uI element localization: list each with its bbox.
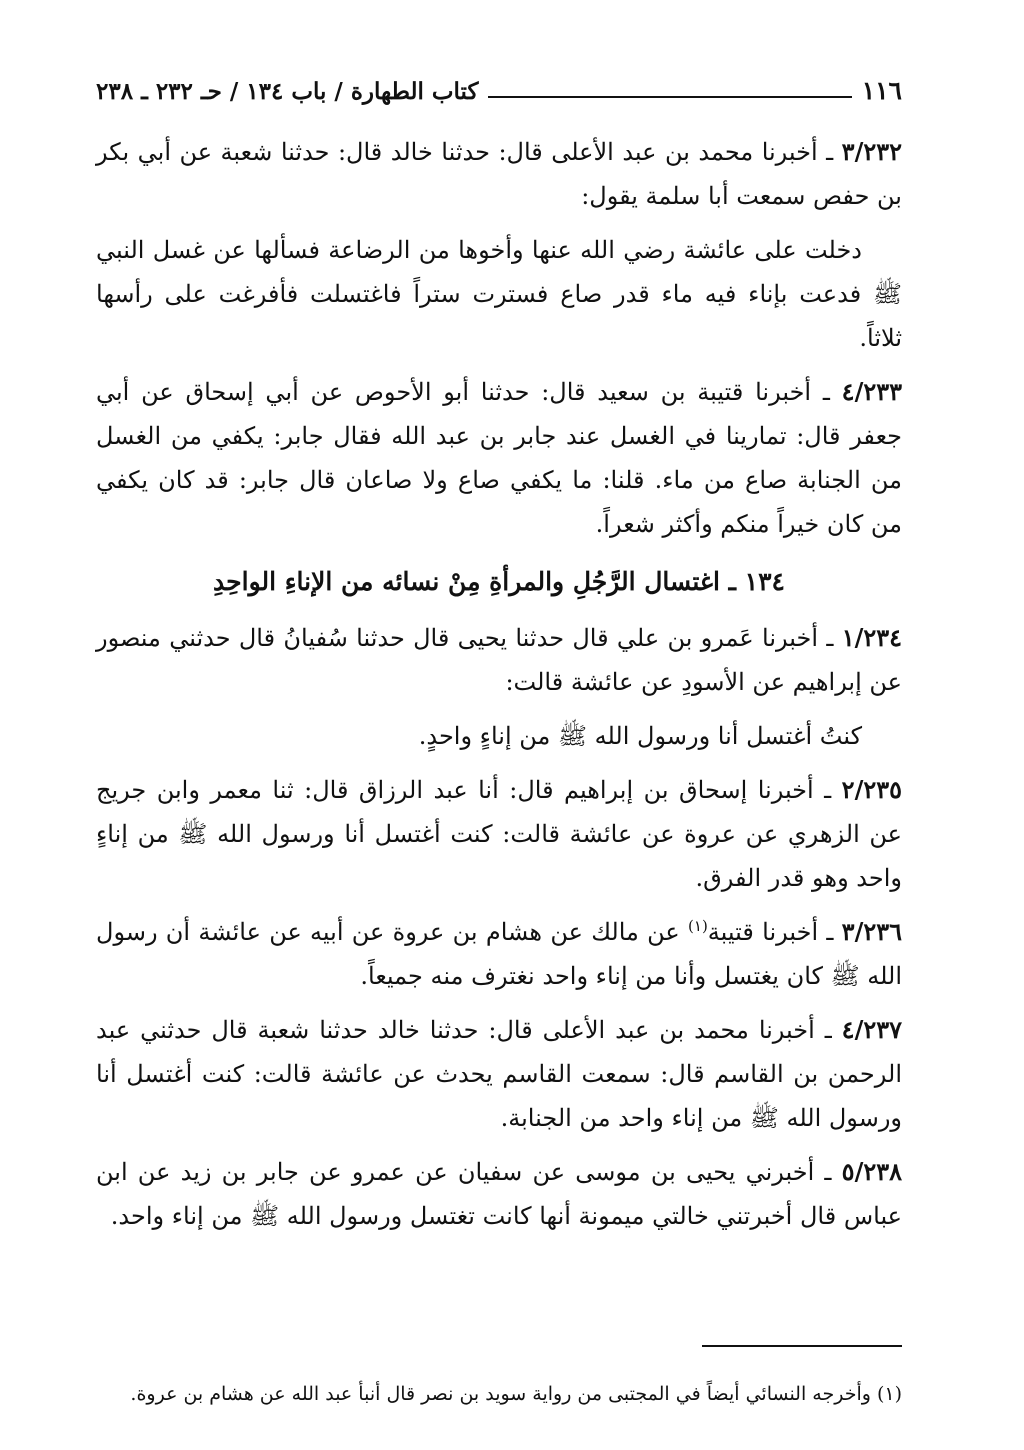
hadith-entry-236 xyxy=(96,910,902,998)
page-number: ١١٦ xyxy=(861,76,902,105)
hadith-number: ٢/٢٣٥ xyxy=(841,775,902,804)
hadith-text: ـ أخبرنا إسحاق بن إبراهيم قال: أنا عبد الرزاق قال: ثنا معمر وابن جريج عن الزهري عن عروة عن عائشة قالت: كنت أغتسل أنا ورسول الله ﷺ من إناءٍ واحد وهو قدر الفرق. xyxy=(96,776,903,892)
hadith-number: ٣/٢٣٢ xyxy=(841,137,902,166)
hadith-text: ـ أخبرنا قتيبة xyxy=(707,918,842,946)
hadith-text: ـ أخبرنا محمد بن عبد الأعلى قال: حدثنا خالد قال: حدثنا شعبة عن أبي بكر بن حفص سمعت أبا سلمة يقول: xyxy=(96,138,902,210)
footnote: (١) وأخرجه النسائي أيضاً في المجتبى من رواية سويد بن نصر قال أنبأ عبد الله عن هشام بن عروة. xyxy=(130,1383,902,1405)
hadith-number: ٤/٢٣٧ xyxy=(841,1015,902,1044)
hadith-entry-232 xyxy=(96,130,902,218)
hadith-text: عن مالك عن هشام بن عروة عن أبيه عن عائشة أن رسول الله ﷺ كان يغتسل وأنا من إناء واحد نغترف منه جميعاً. xyxy=(96,918,902,990)
hadith-text: ـ أخبرنا محمد بن عبد الأعلى قال: حدثنا خالد حدثنا شعبة قال حدثني عبد الرحمن بن القاسم قال: سمعت القاسم يحدث عن عائشة قالت: كنت أغتسل أنا ورسول الله ﷺ من إناء واحد من الجنابة. xyxy=(96,1016,902,1132)
hadith-entry-233 xyxy=(96,370,902,546)
hadith-text: ـ أخبرني يحيى بن موسى عن سفيان عن عمرو عن جابر بن زيد عن ابن عباس قال أخبرتني خالتي ميمونة أنها كانت تغتسل ورسول الله ﷺ من إناء واحد. xyxy=(96,1158,902,1230)
hadith-entry-234 xyxy=(96,616,902,704)
hadith-text: ـ أخبرنا قتيبة بن سعيد قال: حدثنا أبو الأحوص عن أبي إسحاق عن أبي جعفر قال: تمارينا في الغسل عند جابر بن عبد الله فقال جابر: يكفي من الغسل من الجنابة صاع من ماء. قلنا: ما يكفي صاع ولا صاعان قال جابر: قد كان يكفي من كان خيراً منكم وأكثر شعراً. xyxy=(96,378,902,538)
hadith-text: ـ أخبرنا عَمرو بن علي قال حدثنا يحيى قال حدثنا سُفيانُ قال حدثني منصور عن إبراهيم عن الأسودِ عن عائشة قالت: xyxy=(96,624,902,696)
hadith-entry-235 xyxy=(96,768,902,900)
hadith-entry-238 xyxy=(96,1150,902,1238)
main-text xyxy=(96,130,902,1248)
running-title: كتاب الطهارة / باب ١٣٤ / حـ ٢٣٢ ـ ٢٣٨ xyxy=(96,78,479,105)
footnote-reference[interactable]: (١) xyxy=(688,917,708,935)
footnote-divider xyxy=(702,1345,902,1347)
chapter-heading: ١٣٤ ـ اغتسال الرَّجُلِ والمرأةِ مِنْ نسائه من الإناءِ الواحِدِ xyxy=(213,567,785,596)
hadith-number: ٣/٢٣٦ xyxy=(841,917,902,946)
header-rule xyxy=(488,96,851,98)
hadith-number: ٤/٢٣٣ xyxy=(841,377,902,406)
hadith-entry-237 xyxy=(96,1008,902,1140)
hadith-quote: دخلت على عائشة رضي الله عنها وأخوها من الرضاعة فسألها عن غسل النبي ﷺ فدعت بإناء فيه ماء قدر صاع فسترت ستراً فاغتسلت فأفرغت على رأسها ثلاثاً. xyxy=(96,236,902,352)
hadith-number: ١/٢٣٤ xyxy=(841,623,903,652)
page-header xyxy=(96,76,902,105)
hadith-quote: كنتُ أغتسل أنا ورسول الله ﷺ من إناءٍ واحدٍ. xyxy=(418,722,862,750)
hadith-number: ٥/٢٣٨ xyxy=(841,1157,902,1186)
